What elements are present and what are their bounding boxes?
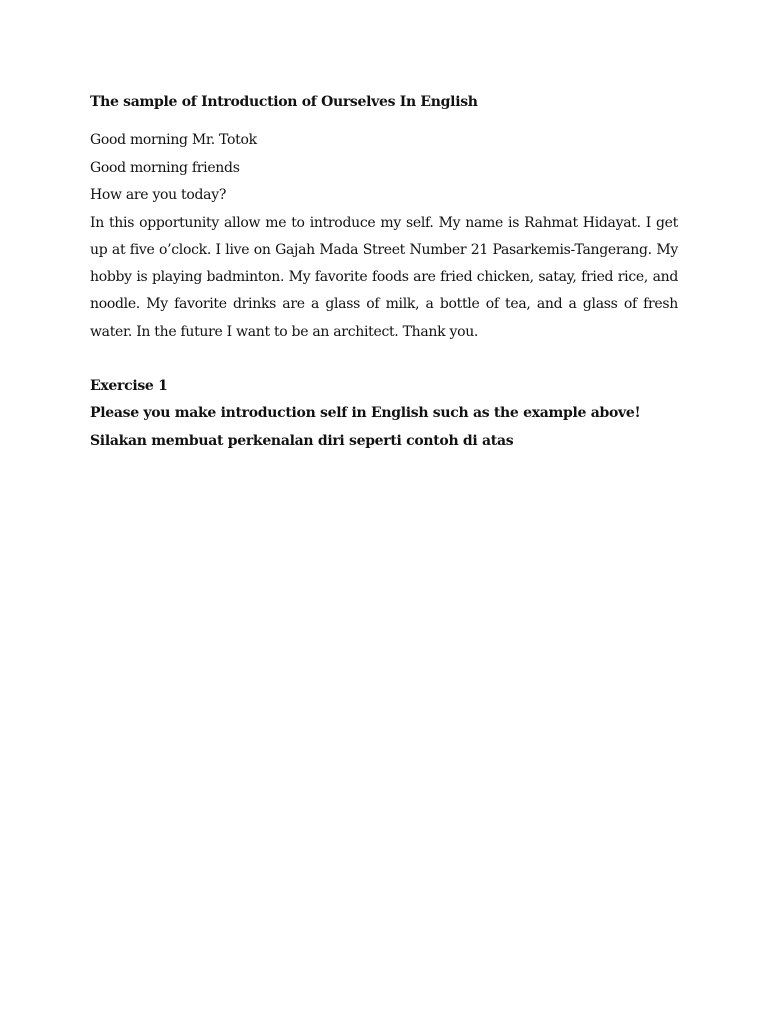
exercise-instruction-indonesian: Silakan membuat perkenalan diri seperti contoh di atas — [90, 432, 514, 449]
greeting-line-3: How are you today? — [90, 187, 227, 203]
document-body — [90, 91, 678, 455]
introduction-paragraph: In this opportunity allow me to introduce my self. My name is Rahmat Hidayat. I get up at five o’clock. I live on Gajah Mada Street Number 21 Pasarkemis-Tangerang. My hobby is playing badminton. My favorite foods are fried chicken, satay, fried rice, and noodle. My favorite drinks are a glass of milk, a bottle of tea, and a glass of fresh water. In the future I want to be an architect. Thank you. — [90, 214, 678, 340]
exercise-instruction-english: Please you make introduction self in English such as the example above! — [90, 405, 641, 422]
greeting-line-1: Good morning Mr. Totok — [90, 132, 257, 148]
exercise-heading: Exercise 1 — [90, 377, 168, 394]
greeting-line-2: Good morning friends — [90, 159, 240, 176]
document-title: The sample of Introduction of Ourselves In English — [90, 94, 478, 110]
